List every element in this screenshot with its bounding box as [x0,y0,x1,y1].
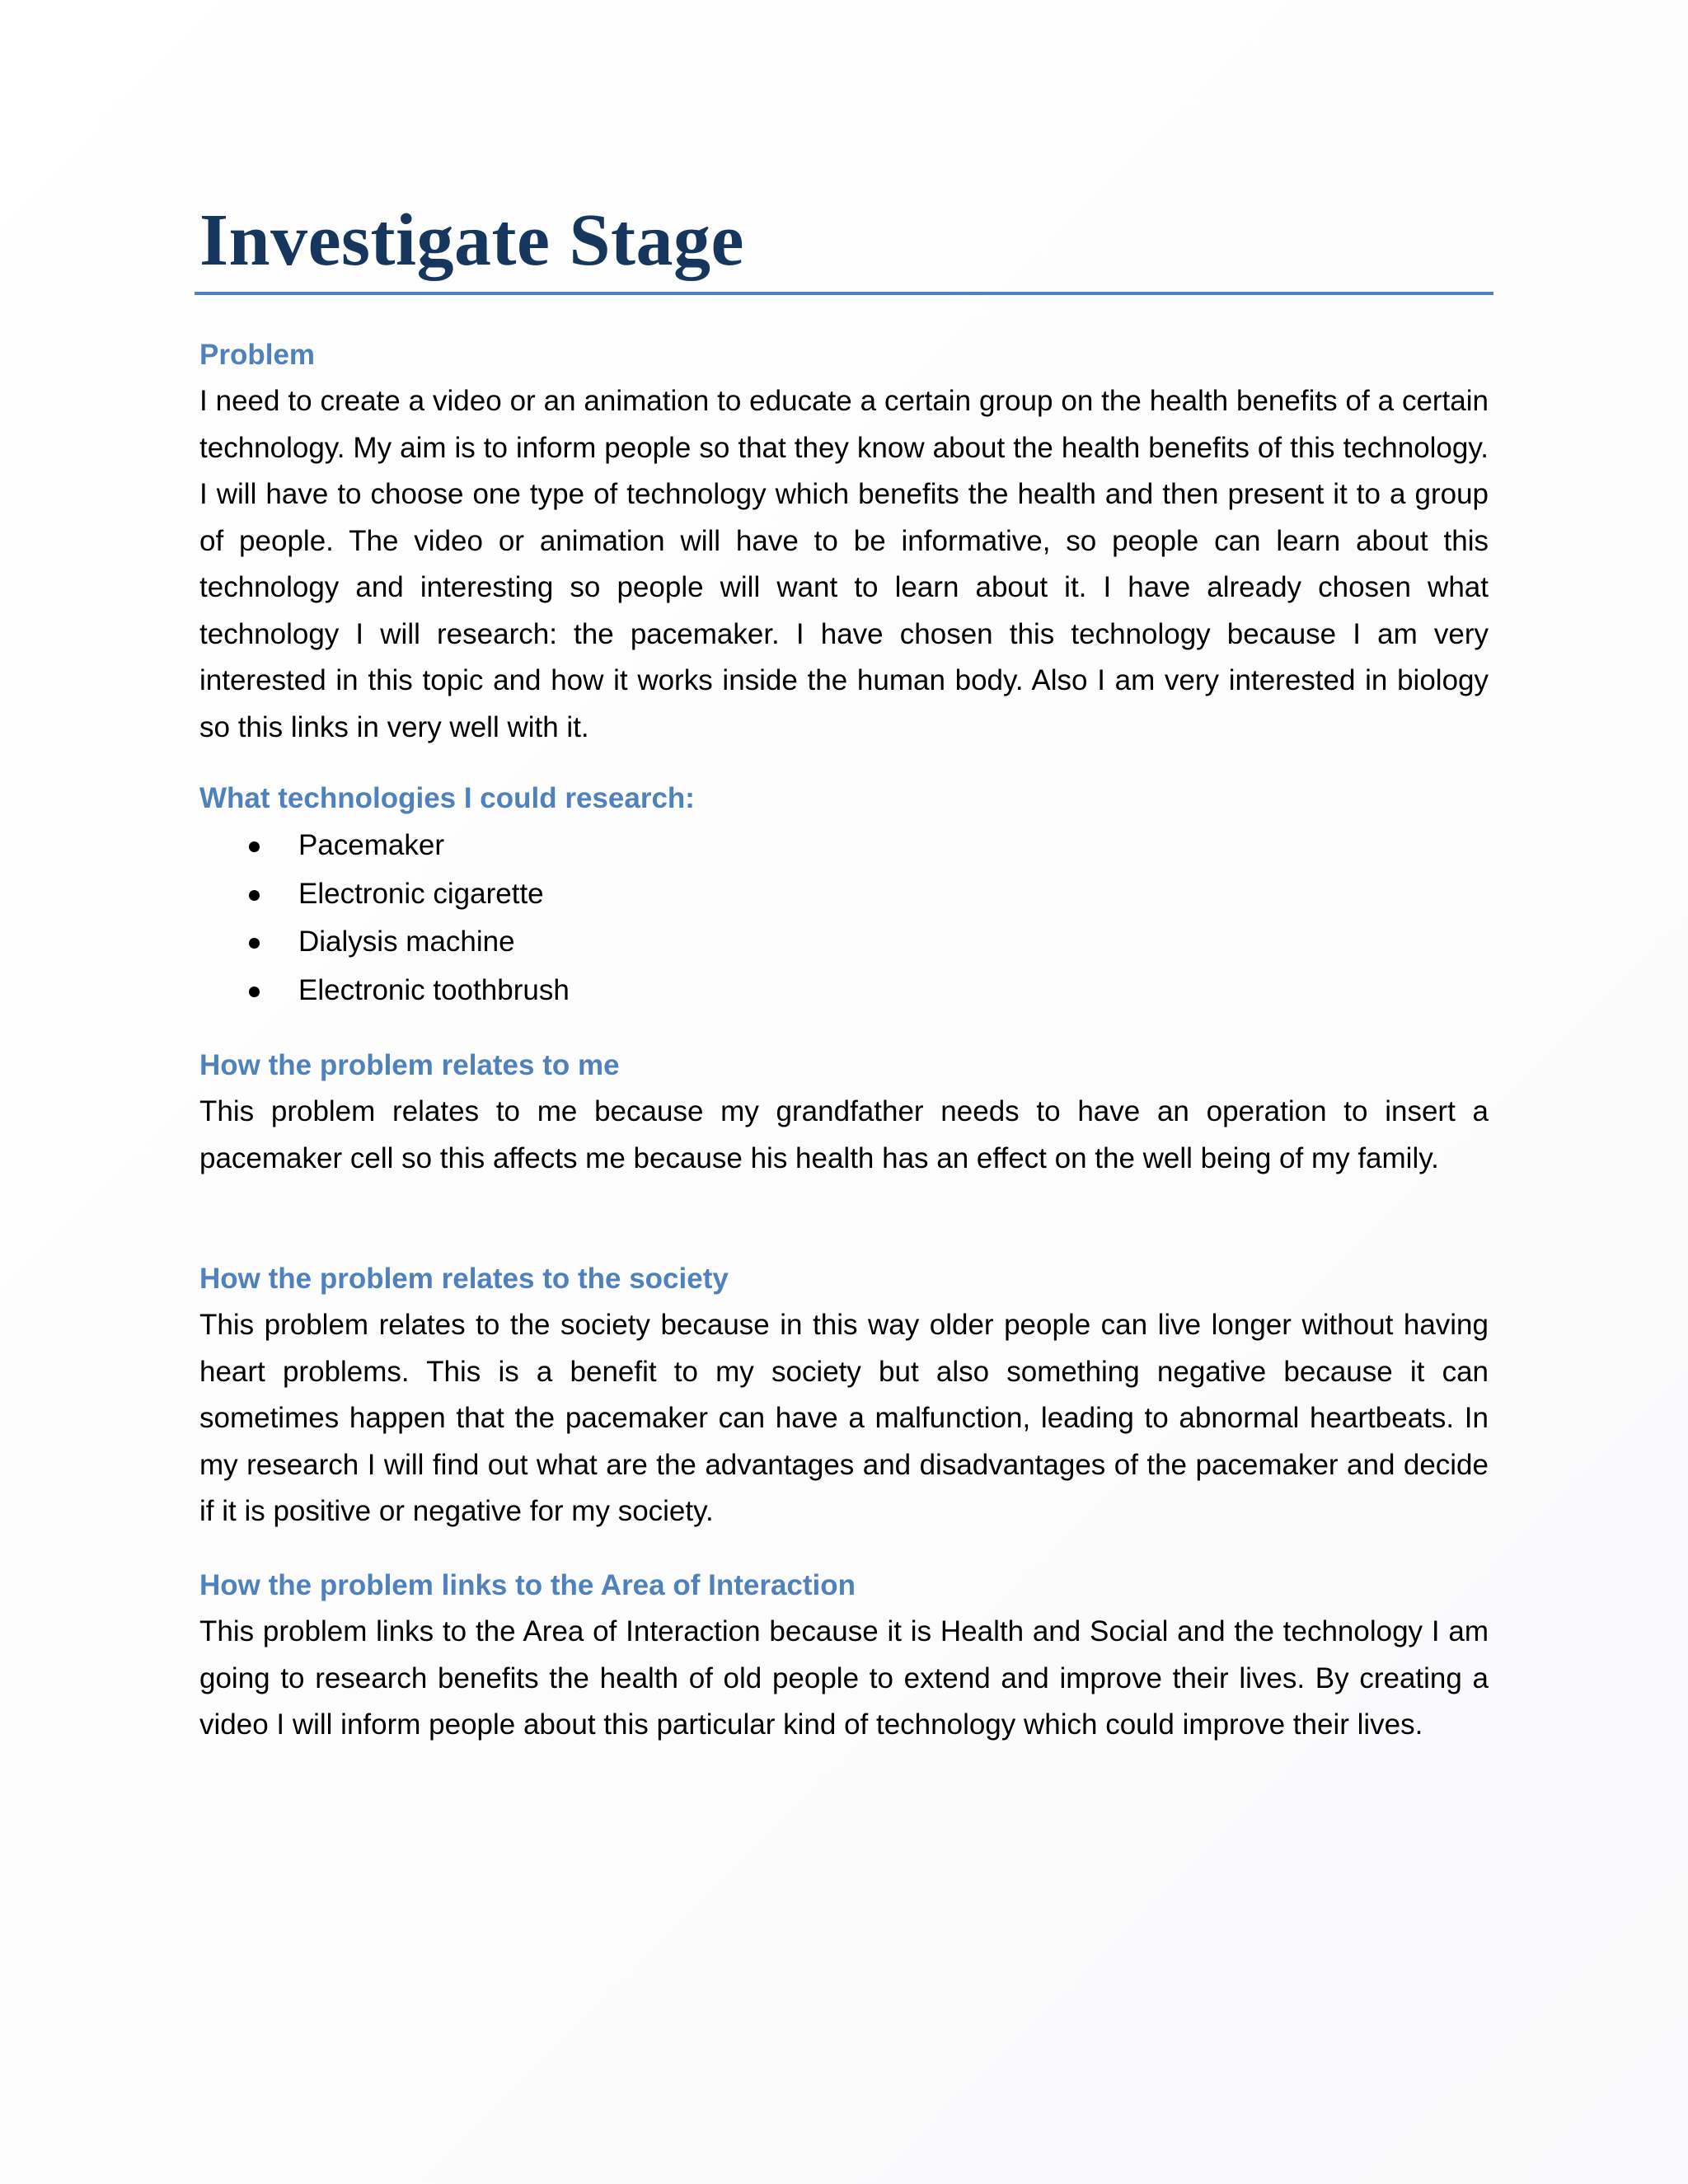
list-item [199,870,1489,919]
list-item [199,822,1489,870]
section-heading-problem: Problem [199,339,316,371]
list-item-label: Dialysis machine [298,926,515,958]
list-item-label: Electronic cigarette [298,877,544,910]
bullet-icon [249,841,260,852]
section-heading-relates-to-society: How the problem relates to the society [199,1263,729,1295]
section-heading-relates-to-me: How the problem relates to me [199,1049,620,1081]
page-title: Investigate Stage [199,199,744,281]
section-body-relates-to-me: This problem relates to me because my grandfather needs to have an operation to insert a pacemaker cell so this affects me because his health has an effect on the well being of my family. [199,1095,1489,1174]
bullet-icon [249,938,260,949]
section-body-relates-to-society: This problem relates to the society because in this way older people can live longer without having heart problems. This is a benefit to my society but also something negative because it can sometimes happen that the pacemaker can have a malfunction, leading to abnormal heartbeats. In my research I will find out what are the advantages and disadvantages of the pacemaker and decide if it is positive or negative for my society. [199,1309,1489,1527]
title-underline-rule [195,292,1493,295]
bullet-icon [249,890,260,901]
list-item [199,967,1489,1015]
section-technologies [199,776,1489,1015]
section-relates-to-society [199,1256,1489,1535]
section-body-area-of-interaction: This problem links to the Area of Interaction because it is Health and Social and the technology I am going to research benefits the health of old people to extend and improve their lives. By creating a video I will inform people about this particular kind of technology which could improve their lives. [199,1615,1489,1741]
list-item-label: Electronic toothbrush [298,973,570,1006]
list-item-label: Pacemaker [298,829,445,861]
section-heading-area-of-interaction: How the problem links to the Area of Interaction [199,1569,856,1601]
section-heading-technologies: What technologies I could research: [199,782,695,814]
section-area-of-interaction [199,1563,1489,1749]
technologies-list [199,822,1489,1015]
document-content [199,198,1489,1741]
section-body-problem: I need to create a video or an animation to educate a certain group on the health benefits of a certain technology. My aim is to inform people so that they know about the health benefits of this technology. I will have to choose one type of technology which benefits the health and then present it to a group of people. The video or animation will have to be informative, so people can learn about this technology and interesting so people will want to learn about it. I have already chosen what technology I will research: the pacemaker. I have chosen this technology because I am very interested in this topic and how it works inside the human body. Also I am very interested in biology so this links in very well with it. [199,385,1489,743]
list-item [199,918,1489,967]
section-problem [199,332,1489,751]
section-relates-to-me [199,1043,1489,1182]
bullet-icon [249,987,260,997]
